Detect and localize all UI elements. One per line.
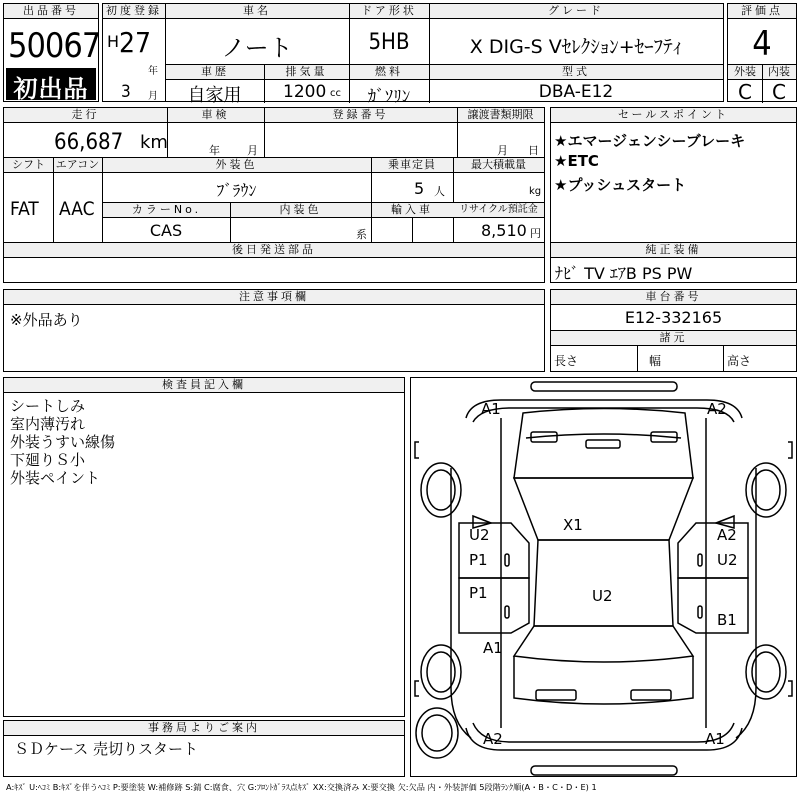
score-label: 評価点 (728, 4, 796, 19)
later-parts-box (3, 242, 545, 283)
int-color-label: 内装色 (230, 203, 371, 218)
car-name: ノート (221, 34, 293, 62)
plate-label: 登録番号 (264, 108, 457, 123)
inspector-line-2: 室内薄汚れ (10, 415, 86, 433)
inspector-line-3: 外装うすい線傷 (10, 433, 116, 451)
int-grade: C (772, 80, 786, 104)
vehicle-info-box (102, 3, 724, 107)
int-grade-label: 内装 (762, 65, 796, 80)
later-parts-label: 後日発送部品 (4, 243, 544, 258)
model: DBA-E12 (538, 82, 614, 102)
office-value: ＳＤケース 売切りスタート (14, 740, 199, 758)
width-label: 幅 (649, 354, 662, 368)
inspector-box (3, 377, 405, 717)
history-label: 車歴 (166, 65, 264, 80)
history: 自家用 (187, 85, 242, 106)
mark-left-rear: A1 (483, 639, 503, 657)
mark-hood: X1 (563, 516, 583, 534)
ext-color-label: 外装色 (102, 158, 371, 173)
equipment-label: 純正装備 (551, 243, 796, 258)
fuel-label: 燃料 (349, 65, 429, 80)
sales-points-label: セールスポイント (551, 108, 796, 123)
capacity: 5 (414, 179, 425, 198)
year-unit: 年 (148, 66, 158, 77)
mark-rear-left: A2 (483, 730, 503, 748)
spec-label: 諸元 (551, 331, 796, 346)
displacement-label: 排気量 (264, 65, 349, 80)
color-no-label: カラーNo. (103, 203, 230, 218)
notes-value: ※外品あり (10, 311, 83, 329)
max-load-label: 最大積載量 (453, 158, 544, 173)
notes-box (3, 289, 545, 372)
mark-right-rear-door: B1 (717, 611, 737, 629)
mark-left-front-door: P1 (469, 584, 488, 602)
recycle-label: リサイクル預託金 (453, 203, 544, 218)
mark-right-front-fender-1: A2 (717, 526, 737, 544)
lot-number-box (3, 3, 99, 102)
capacity-unit: 人 (434, 185, 445, 198)
insp-year-unit: 年 (209, 144, 220, 157)
shift-label: シフト (4, 158, 53, 173)
mileage: 66,687 (54, 130, 124, 155)
chassis-box (550, 289, 797, 372)
displacement: 1200 (283, 82, 327, 102)
model-label: 型式 (429, 65, 723, 80)
transfer-month-unit: 月 (497, 144, 508, 157)
capacity-label: 乗車定員 (371, 158, 453, 173)
office-box (3, 720, 405, 777)
mark-front-left: A1 (481, 400, 501, 418)
mark-left-front-fender-1: U2 (469, 526, 490, 544)
sales-point-2: ★ETC (554, 152, 599, 170)
era: H (107, 32, 120, 51)
color-no: CAS (149, 221, 183, 240)
score: 4 (752, 24, 772, 64)
sales-points-box (550, 107, 797, 243)
mark-roof: U2 (592, 587, 613, 605)
inspector-label: 検査員記入欄 (4, 378, 404, 393)
first-reg-year: 27 (119, 26, 152, 59)
inspector-line-5: 外装ペイント (10, 469, 101, 487)
recycle-unit: 円 (530, 227, 541, 240)
mark-right-front-fender-2: U2 (717, 551, 738, 569)
shift: FAT (10, 198, 39, 220)
sales-point-3: ★プッシュスタート (554, 176, 687, 194)
inspector-line-1: シートしみ (10, 397, 86, 415)
equipment-value: ﾅﾋﾞ TV ｴｱB PS PW (555, 264, 693, 283)
office-label: 事務局よりご案内 (4, 721, 404, 736)
legend: A:ｷｽﾞ U:ﾍｺﾐ B:ｷｽﾞを伴うﾍｺﾐ P:要塗装 W:補修跡 S:錆 C:腐食、穴 G:ﾌﾛﾝﾄｶﾞﾗｽ点ｷｽﾞ XX:交換済み X:要交換 欠:欠品 内・外装評価 5段階ﾗﾝｸ順(A・B・C・D・E) 1 (6, 782, 597, 792)
chassis-value: E12-332165 (624, 308, 723, 327)
car-diagram (410, 377, 797, 777)
int-color-suffix: 系 (356, 228, 367, 241)
mark-front-right: A2 (707, 400, 727, 418)
chassis-label: 車台番号 (551, 290, 796, 305)
ac: AAC (59, 198, 95, 220)
ac-label: エアコン (53, 158, 102, 173)
door-label: ドア形状 (349, 4, 429, 19)
recycle: 8,510 (481, 221, 527, 240)
sales-point-1: ★エマージェンシーブレーキ (554, 132, 746, 150)
inspector-line-4: 下廻りＳ小 (10, 451, 86, 469)
mark-left-front-fender-2: P1 (469, 551, 488, 569)
grade-label: グレード (429, 4, 723, 19)
score-box (727, 3, 797, 102)
displacement-unit: cc (330, 88, 341, 99)
transfer-label: 譲渡書類期限 (457, 108, 544, 123)
length-label: 長さ (554, 354, 579, 368)
max-load-unit: kg (529, 186, 542, 197)
grade: X DIG-S Vｾﾚｸｼｮﾝ+ｾｰﾌﾃｨ (469, 36, 683, 58)
ext-color: ﾌﾞﾗｳﾝ (216, 181, 257, 200)
import-label: 輸入車 (371, 203, 453, 218)
lot-number: 50067 (8, 26, 101, 66)
fuel: ｶﾞｿﾘﾝ (367, 87, 411, 107)
lot-number-label: 出品番号 (4, 4, 98, 19)
first-listing-badge-text: 初出品 (13, 75, 89, 103)
ext-grade: C (738, 80, 752, 104)
mileage-unit: km (140, 132, 168, 153)
height-label: 高さ (727, 354, 752, 368)
transfer-day-unit: 日 (528, 144, 539, 157)
ext-grade-label: 外装 (728, 65, 762, 80)
door: 5HB (368, 30, 410, 55)
mileage-label: 走行 (4, 108, 167, 123)
insp-month-unit: 月 (247, 144, 258, 157)
first-reg-month: 3 (121, 82, 131, 102)
details-box (3, 107, 545, 243)
first-reg-label: 初度登録 (103, 4, 165, 19)
notes-label: 注意事項欄 (4, 290, 544, 305)
car-name-label: 車名 (165, 4, 349, 19)
inspection-label: 車検 (167, 108, 264, 123)
equipment-box (550, 242, 797, 283)
month-unit: 月 (148, 91, 158, 102)
first-listing-badge (6, 68, 96, 103)
car-outline-drawing (411, 378, 796, 776)
mark-rear-right: A1 (705, 730, 725, 748)
